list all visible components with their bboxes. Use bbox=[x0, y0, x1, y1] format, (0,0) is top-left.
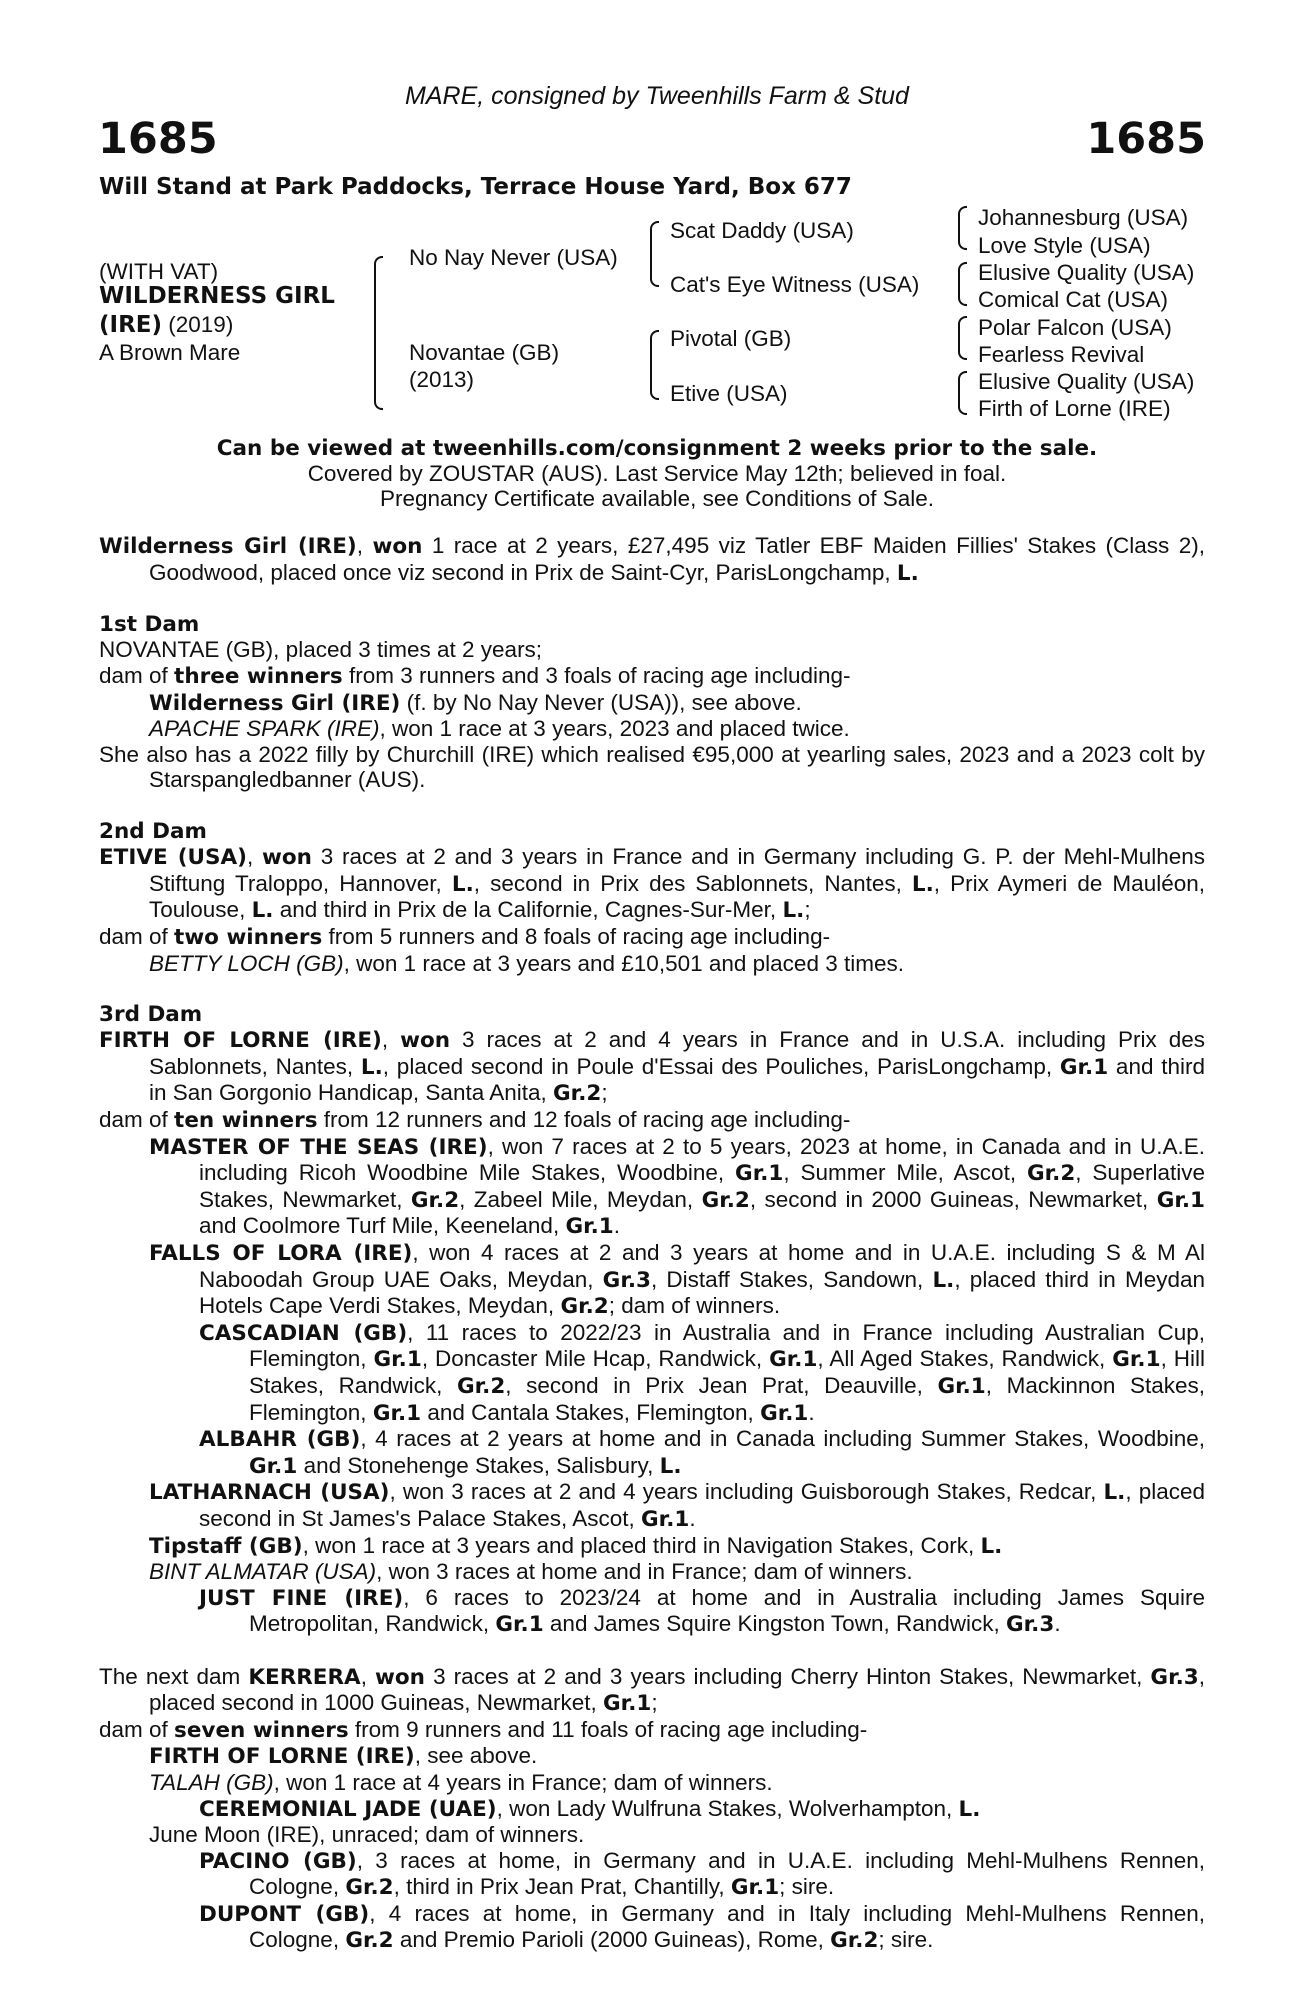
text-fragment: Gr.2 bbox=[410, 1187, 460, 1213]
text-fragment: dam of bbox=[99, 1716, 175, 1742]
vat-label: (WITH VAT) bbox=[99, 259, 219, 284]
text-fragment: Gr.1 bbox=[603, 1691, 652, 1717]
text-fragment: and Premio Parioli (2000 Guineas), Rome, bbox=[393, 1927, 831, 1953]
text-fragment: Gr.3 bbox=[1150, 1664, 1199, 1690]
entry-talah bbox=[99, 1770, 1205, 1796]
text-fragment: CASCADIAN (GB) bbox=[199, 1320, 408, 1346]
text-fragment: , see above. bbox=[414, 1743, 538, 1769]
text-fragment: Gr.1 bbox=[641, 1506, 690, 1532]
second-dam-entry-1 bbox=[99, 951, 1205, 977]
first-dam-heading: 1st Dam bbox=[99, 611, 200, 637]
text-fragment: Gr.2 bbox=[560, 1294, 609, 1320]
horse-year: (2019) bbox=[162, 312, 234, 337]
text-fragment: and Cantala Stakes, Flemington, bbox=[421, 1399, 761, 1425]
text-fragment: Gr.1 bbox=[1059, 1054, 1109, 1080]
text-fragment: , Mackinnon Stakes, Flemington, bbox=[249, 1373, 1206, 1425]
text-fragment: The next dam bbox=[99, 1663, 249, 1689]
brace-sire-parents bbox=[650, 221, 659, 287]
entry-name: APACHE SPARK (IRE) bbox=[149, 716, 380, 742]
third-dam-heading: 3rd Dam bbox=[99, 1001, 203, 1027]
text-fragment: , won 3 races at home and in France; dam of winners. bbox=[376, 1559, 913, 1585]
intro-won: won bbox=[372, 534, 423, 559]
text-fragment: , Superlative Stakes, Newmarket, bbox=[199, 1160, 1205, 1212]
covered-note: Covered by ZOUSTAR (AUS). Last Service May 12th; believed in foal. bbox=[307, 461, 1007, 486]
text-fragment: ; dam of winners. bbox=[608, 1293, 781, 1319]
certificate-note: Pregnancy Certificate available, see Conditions of Sale. bbox=[379, 486, 935, 511]
text-fragment: and James Squire Kingston Town, Randwick, bbox=[543, 1611, 1006, 1637]
text-fragment: JUST FINE (IRE) bbox=[199, 1585, 404, 1611]
great-grandparent-2: Love Style (USA) bbox=[978, 233, 1151, 258]
text-fragment: , 6 races to 2023/24 at home and in Australia including James Squire Metropolitan, Randwick, bbox=[249, 1584, 1205, 1637]
text-fragment: FIRTH OF LORNE (IRE) bbox=[149, 1744, 415, 1770]
dam-year: (2013) bbox=[409, 367, 475, 392]
text-fragment: from 5 runners and 8 foals of racing age including- bbox=[322, 923, 831, 949]
entry-just-fine bbox=[99, 1585, 1205, 1638]
text-fragment: L. bbox=[932, 1267, 955, 1293]
text-fragment: , 4 races at 2 years at home and in Canada including Summer Stakes, Woodbine, bbox=[360, 1426, 1205, 1452]
text-fragment: . bbox=[1054, 1611, 1061, 1637]
next-dam-produce bbox=[99, 1717, 1205, 1744]
text-fragment: two winners bbox=[174, 924, 323, 950]
second-dam-heading: 2nd Dam bbox=[99, 818, 207, 844]
text-fragment: Gr.3 bbox=[1006, 1612, 1055, 1638]
text-fragment: , third in Prix Jean Prat, Chantilly, bbox=[393, 1874, 731, 1900]
third-dam-record: FIRTH OF LORNE (IRE), won 3 races at 2 and 4 years in France and in U.S.A. including Prix des Sablonnets, Nantes, L., placed second in Poule d'Essai des Pouliches, ParisLongchamp, Gr.1 and third in San Gorgonio Handicap, Santa Anita, Gr.2; bbox=[99, 1027, 1206, 1107]
granddam-2: Etive (USA) bbox=[670, 381, 788, 406]
text-fragment: Gr.3 bbox=[602, 1267, 651, 1293]
text-fragment: Gr.1 bbox=[937, 1374, 986, 1399]
text-fragment: 3 races at 2 and 4 years in France and in U.S.A. including Prix des Sablonnets, Nantes, bbox=[149, 1027, 1205, 1079]
great-grandparent-1: Johannesburg (USA) bbox=[978, 205, 1189, 230]
text-fragment: , Distaff Stakes, Sandown, bbox=[650, 1266, 933, 1292]
text-fragment: , won Lady Wulfruna Stakes, Wolverhampton, bbox=[496, 1795, 959, 1821]
dam-of: dam of bbox=[99, 662, 175, 688]
entry-latharnach bbox=[99, 1479, 1205, 1532]
text-fragment: , won 4 races at 2 and 3 years at home and in U.A.E. including S & M Al Naboodah Group UAE Oaks, Meydan, bbox=[199, 1240, 1205, 1292]
text-fragment: Gr.1 bbox=[372, 1400, 422, 1426]
text-fragment: L. bbox=[451, 871, 474, 897]
text-fragment: 3 races at 2 and 3 years including Cherry Hinton Stakes, Newmarket, bbox=[424, 1663, 1151, 1689]
text-fragment: . bbox=[808, 1399, 815, 1425]
text-fragment: , won 7 races at 2 to 5 years, 2023 at home, in Canada and in U.A.E. including Ricoh Woodbine Mile Stakes, Woodbine, bbox=[199, 1133, 1205, 1186]
first-dam-line: NOVANTAE (GB), placed 3 times at 2 years; bbox=[99, 637, 543, 663]
text-fragment: , placed second in Poule d'Essai des Pouliches, ParisLongchamp, bbox=[382, 1053, 1060, 1079]
lot-number-left: 1685 bbox=[98, 114, 218, 164]
entry-falls-of-lora bbox=[99, 1240, 1205, 1320]
horse-description: A Brown Mare bbox=[99, 340, 241, 365]
text-fragment: , placed second in 1000 Guineas, Newmarket, bbox=[149, 1663, 1205, 1716]
text-fragment: ten winners bbox=[174, 1108, 318, 1134]
entry-cascadian bbox=[99, 1320, 1205, 1426]
entry-master-of-the-seas bbox=[99, 1134, 1205, 1240]
third-dam-produce bbox=[99, 1107, 1205, 1134]
great-grandparent-5: Polar Falcon (USA) bbox=[978, 315, 1172, 340]
text-fragment: L. bbox=[782, 898, 805, 924]
won: won bbox=[261, 845, 312, 871]
text-fragment: dam of bbox=[99, 923, 175, 949]
text-fragment: L. bbox=[1103, 1480, 1126, 1506]
entry-text: , won 1 race at 3 years, 2023 and placed twice. bbox=[379, 716, 850, 742]
intro-horse-name: Wilderness Girl (IRE) bbox=[99, 534, 357, 559]
brace-parents bbox=[374, 256, 383, 410]
text-fragment: ; bbox=[804, 897, 811, 923]
horse-name: WILDERNESS GIRL bbox=[99, 283, 335, 309]
text-fragment: and third in Prix de la Californie, Cagnes-Sur-Mer, bbox=[273, 897, 783, 923]
text-fragment: Gr.1 bbox=[1112, 1347, 1161, 1373]
text-fragment: , second in 2000 Guineas, Newmarket, bbox=[749, 1186, 1157, 1212]
great-grandparent-7: Elusive Quality (USA) bbox=[978, 369, 1195, 394]
text-fragment: L. bbox=[980, 1533, 1003, 1559]
brace-ggs-4 bbox=[958, 371, 967, 415]
grandsire-1: Scat Daddy (USA) bbox=[670, 218, 854, 243]
brace-dam-parents bbox=[650, 330, 659, 400]
text-fragment: Gr.1 bbox=[735, 1161, 784, 1187]
text-fragment: 3 races at 2 and 3 years in France and in Germany including G. P. der Mehl-Mulhens Stiftung Traloppo, Hannover, bbox=[149, 844, 1205, 896]
text-fragment: and Coolmore Turf Mile, Keeneland, bbox=[199, 1213, 566, 1239]
brace-ggs-3 bbox=[958, 316, 967, 360]
great-grandparent-6: Fearless Revival bbox=[978, 342, 1145, 367]
text-fragment: , Hill Stakes, Randwick, bbox=[249, 1346, 1205, 1398]
text-fragment: from 9 runners and 11 foals of racing age including- bbox=[348, 1716, 868, 1742]
text-fragment: Gr.1 bbox=[249, 1453, 298, 1479]
entry-june-moon: June Moon (IRE), unraced; dam of winners. bbox=[149, 1822, 585, 1848]
text-fragment: , Doncaster Mile Hcap, Randwick, bbox=[421, 1346, 770, 1372]
text-fragment: . bbox=[689, 1505, 696, 1531]
text-fragment: , 11 races to 2022/23 in Australia and in France including Australian Cup, Flemington, bbox=[249, 1319, 1205, 1372]
text-fragment: Gr.1 bbox=[1156, 1187, 1205, 1213]
text-fragment: Gr.1 bbox=[769, 1347, 818, 1373]
first-dam-entry-2 bbox=[99, 716, 1205, 742]
text-fragment: seven winners bbox=[174, 1717, 349, 1743]
text-fragment: BINT ALMATAR (USA) bbox=[149, 1559, 377, 1585]
text-fragment: FIRTH OF LORNE (IRE) bbox=[99, 1028, 382, 1054]
listed-marker: L. bbox=[896, 560, 919, 586]
text-fragment: Gr.2 bbox=[345, 1928, 394, 1954]
text-fragment: and Stonehenge Stakes, Salisbury, bbox=[297, 1452, 660, 1478]
text-fragment: , 3 races at home, in Germany and in U.A.E. including Mehl-Mulhens Rennen, Cologne, bbox=[249, 1847, 1205, 1900]
text-fragment: Gr.2 bbox=[1026, 1161, 1076, 1187]
text-fragment: ; bbox=[651, 1690, 658, 1716]
brace-ggs-2 bbox=[958, 262, 967, 306]
text-fragment: ; sire. bbox=[779, 1874, 835, 1900]
entry-albahr bbox=[99, 1426, 1205, 1479]
text-fragment: L. bbox=[911, 871, 934, 897]
text-fragment: L. bbox=[251, 898, 274, 924]
text-fragment: FALLS OF LORA (IRE) bbox=[149, 1241, 413, 1267]
text-fragment: , 4 races at home, in Germany and in Italy including Mehl-Mulhens Rennen, Cologne, bbox=[249, 1900, 1206, 1953]
text-fragment: Gr.2 bbox=[701, 1187, 750, 1213]
sire: No Nay Never (USA) bbox=[409, 245, 618, 270]
text-fragment: Gr.1 bbox=[565, 1214, 614, 1240]
text-fragment: ALBAHR (GB) bbox=[199, 1427, 361, 1453]
text-fragment: BETTY LOCH (GB) bbox=[149, 950, 344, 976]
text-fragment: TALAH (GB) bbox=[149, 1769, 274, 1795]
lot-number-right: 1685 bbox=[1086, 114, 1206, 164]
text-fragment: ; bbox=[601, 1080, 608, 1106]
text-fragment: L. bbox=[659, 1453, 682, 1479]
grandsire-2: Pivotal (GB) bbox=[670, 326, 792, 351]
text-fragment: DUPONT (GB) bbox=[199, 1901, 370, 1927]
entry-pacino bbox=[99, 1848, 1205, 1901]
text-fragment: Gr.1 bbox=[730, 1875, 780, 1901]
text-fragment: , won 1 race at 3 years and £10,501 and placed 3 times. bbox=[343, 950, 904, 976]
entry-dupont bbox=[99, 1901, 1205, 1954]
text-fragment: KERRERA bbox=[248, 1664, 361, 1690]
text-fragment: Gr.1 bbox=[495, 1612, 544, 1638]
text-fragment: Gr.2 bbox=[456, 1374, 506, 1399]
text-fragment: , won 1 race at 3 years and placed third in Navigation Stakes, Cork, bbox=[302, 1532, 981, 1558]
text-fragment: MASTER OF THE SEAS (IRE) bbox=[149, 1134, 488, 1160]
text-fragment: Gr.2 bbox=[830, 1928, 879, 1954]
second-dam-record: ETIVE (USA), won 3 races at 2 and 3 years in France and in Germany including G. P. der Mehl-Mulhens Stiftung Traloppo, Hannover, L., second in Prix des Sablonnets, Nantes, L., Prix Aymeri de Mauléon, Toulouse, L. and third in Prix de la Californie, Cagnes-Sur-Mer, L.; bbox=[99, 844, 1205, 924]
text-fragment: PACINO (GB) bbox=[199, 1848, 357, 1874]
intro-paragraph: Wilderness Girl (IRE), won 1 race at 2 years, £27,495 viz Tatler EBF Maiden Fillies' Stakes (Class 2), Goodwood, placed once viz second in Prix de Saint-Cyr, ParisLongchamp, L. bbox=[99, 533, 1205, 586]
text-fragment: won bbox=[375, 1664, 425, 1690]
text-fragment: . bbox=[613, 1213, 621, 1239]
great-grandparent-8: Firth of Lorne (IRE) bbox=[978, 396, 1171, 421]
text-fragment: , second in Prix Jean Prat, Deauville, bbox=[505, 1373, 938, 1398]
text-fragment: , Summer Mile, Ascot, bbox=[783, 1160, 1027, 1186]
entry-tipstaff bbox=[99, 1533, 1205, 1560]
entry-text: (f. by No Nay Never (USA)), see above. bbox=[400, 689, 802, 715]
text-fragment: dam of bbox=[99, 1107, 175, 1133]
horse-origin-year bbox=[99, 312, 233, 339]
next-dam-record: The next dam KERRERA, won 3 races at 2 and 3 years including Cherry Hinton Stakes, Newmarket, Gr.3, placed second in 1000 Guineas, Newmarket, Gr.1; bbox=[99, 1663, 1205, 1717]
viewing-note: Can be viewed at tweenhills.com/consignment 2 weeks prior to the sale. bbox=[216, 436, 1098, 461]
text-fragment: ; sire. bbox=[878, 1927, 934, 1953]
stand-location: Will Stand at Park Paddocks, Terrace House Yard, Box 677 bbox=[99, 174, 852, 200]
text-fragment: won bbox=[400, 1028, 451, 1054]
text-fragment: , won 3 races at 2 and 4 years including Guisborough Stakes, Redcar, bbox=[389, 1479, 1104, 1505]
entry-firth-of-lorne bbox=[99, 1743, 1205, 1770]
text-fragment: , placed third in Meydan Hotels Cape Verdi Stakes, Meydan, bbox=[199, 1266, 1206, 1319]
consignor-line: MARE, consigned by Tweenhills Farm & Stud bbox=[405, 82, 909, 110]
text-fragment: from 12 runners and 12 foals of racing age including- bbox=[317, 1107, 851, 1133]
text-fragment: , second in Prix des Sablonnets, Nantes, bbox=[473, 870, 912, 896]
dam-name: Novantae (GB) bbox=[409, 340, 560, 365]
granddam-1: Cat's Eye Witness (USA) bbox=[670, 272, 920, 297]
great-grandparent-4: Comical Cat (USA) bbox=[978, 287, 1169, 312]
second-dam-produce bbox=[99, 924, 1205, 951]
catalogue-body bbox=[99, 533, 1205, 1954]
text-fragment: Tipstaff (GB) bbox=[149, 1533, 303, 1559]
text-fragment: , won 1 race at 4 years in France; dam of winners. bbox=[273, 1769, 773, 1795]
text-fragment: Gr.2 bbox=[345, 1875, 394, 1901]
text-fragment: , placed second in St James's Palace Stakes, Ascot, bbox=[199, 1479, 1205, 1531]
intro-text: 1 race at 2 years, £27,495 viz Tatler EBF Maiden Fillies' Stakes (Class 2), Goodwood, placed once viz second in Prix de Saint-Cyr, ParisLongchamp, bbox=[149, 533, 1205, 585]
text-fragment: Gr.2 bbox=[553, 1081, 602, 1107]
text-fragment: L. bbox=[958, 1796, 981, 1822]
text-fragment: LATHARNACH (USA) bbox=[149, 1480, 390, 1506]
entry-bint-almatar bbox=[99, 1559, 1205, 1585]
dam-name: ETIVE (USA) bbox=[99, 845, 247, 871]
great-grandparent-3: Elusive Quality (USA) bbox=[978, 260, 1195, 285]
entry-name: Wilderness Girl (IRE) bbox=[149, 690, 401, 716]
text-fragment: CEREMONIAL JADE (UAE) bbox=[199, 1796, 497, 1822]
brace-ggs-1 bbox=[958, 206, 967, 250]
text-fragment: , Zabeel Mile, Meydan, bbox=[459, 1186, 702, 1212]
text-fragment: Gr.1 bbox=[760, 1400, 809, 1426]
text-fragment: and third in San Gorgonio Handicap, Santa Anita, bbox=[149, 1053, 1206, 1106]
first-dam-produce bbox=[99, 663, 1205, 690]
text-fragment: , All Aged Stakes, Randwick, bbox=[817, 1346, 1113, 1372]
horse-origin: (IRE) bbox=[99, 312, 163, 338]
winners-count: three winners bbox=[174, 663, 343, 689]
text-fragment: , Prix Aymeri de Mauléon, Toulouse, bbox=[149, 870, 1205, 923]
text-fragment: Gr.1 bbox=[373, 1347, 422, 1373]
entry-ceremonial-jade bbox=[99, 1796, 1205, 1823]
first-dam-entry-1 bbox=[99, 690, 1205, 717]
runners-text: from 3 runners and 3 foals of racing age including- bbox=[342, 662, 851, 688]
text-fragment: L. bbox=[360, 1054, 383, 1080]
first-dam-also: She also has a 2022 filly by Churchill (IRE) which realised €95,000 at yearling sales, 2023 and a 2023 colt by Starspangledbanner (AUS). bbox=[99, 741, 1205, 793]
